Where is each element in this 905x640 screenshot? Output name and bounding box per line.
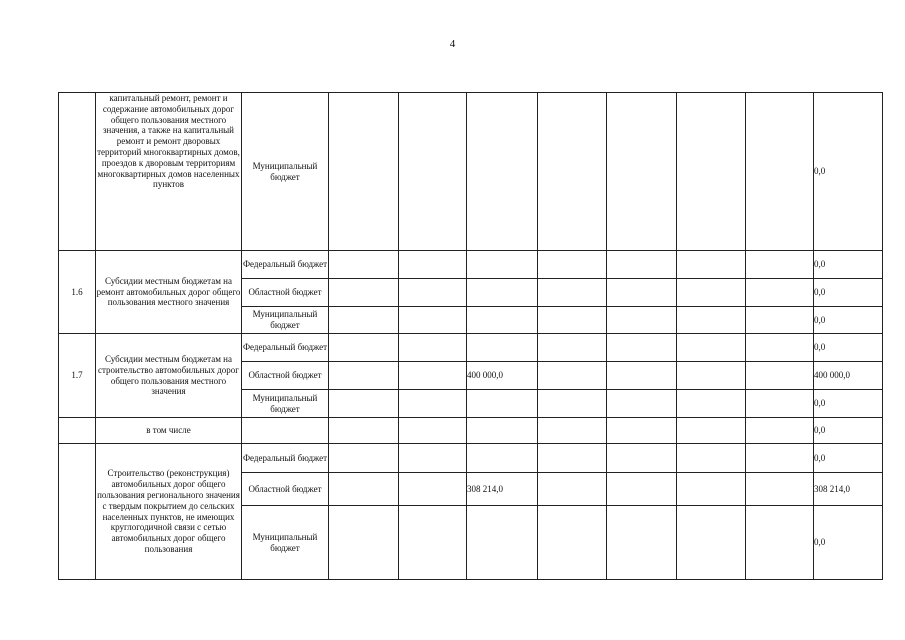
amount-cell [467, 506, 538, 580]
amount-cell [399, 362, 467, 390]
amount-cell [399, 279, 467, 307]
amount-cell [329, 93, 399, 251]
amount-cell [746, 93, 814, 251]
amount-cell [538, 307, 607, 334]
row-description: Субсидии местным бюджетам на ремонт автомобильных дорог общего пользования местного значения [96, 251, 242, 334]
amount-cell [746, 251, 814, 279]
amount-cell [677, 251, 746, 279]
amount-cell [677, 444, 746, 473]
funding-source: Муниципальный бюджет [242, 307, 329, 334]
amount-cell [538, 390, 607, 418]
table-row [59, 444, 883, 473]
amount-cell [677, 334, 746, 362]
page-number: 4 [449, 38, 456, 50]
total-cell: 0,0 [814, 93, 883, 251]
amount-cell [538, 279, 607, 307]
amount-cell [329, 334, 399, 362]
total-cell: 0,0 [814, 251, 883, 279]
amount-cell [746, 307, 814, 334]
amount-cell [677, 279, 746, 307]
table-row [59, 251, 883, 279]
amount-cell: 308 214,0 [467, 473, 538, 506]
amount-cell [677, 418, 746, 444]
amount-cell [467, 444, 538, 473]
row-number: 1.7 [59, 334, 96, 418]
table-row [59, 93, 883, 251]
total-cell: 0,0 [814, 390, 883, 418]
amount-cell [607, 418, 677, 444]
amount-cell [746, 334, 814, 362]
amount-cell [607, 506, 677, 580]
amount-cell [467, 307, 538, 334]
amount-cell [607, 334, 677, 362]
amount-cell [467, 390, 538, 418]
amount-cell [399, 506, 467, 580]
funding-source: Областной бюджет [242, 473, 329, 506]
amount-cell [467, 334, 538, 362]
total-cell: 0,0 [814, 444, 883, 473]
amount-cell [399, 307, 467, 334]
amount-cell [329, 390, 399, 418]
funding-source: Муниципальный бюджет [242, 390, 329, 418]
total-cell: 0,0 [814, 334, 883, 362]
amount-cell [746, 444, 814, 473]
funding-source: Федеральный бюджет [242, 251, 329, 279]
total-cell: 0,0 [814, 279, 883, 307]
budget-table [58, 92, 883, 580]
amount-cell [677, 307, 746, 334]
amount-cell [538, 473, 607, 506]
amount-cell [329, 506, 399, 580]
amount-cell [746, 473, 814, 506]
amount-cell [329, 279, 399, 307]
amount-cell [399, 390, 467, 418]
amount-cell [329, 307, 399, 334]
funding-source: Муниципальный бюджет [242, 93, 329, 251]
amount-cell [467, 418, 538, 444]
amount-cell [677, 473, 746, 506]
total-cell: 0,0 [814, 506, 883, 580]
row-number [59, 444, 96, 580]
funding-source: Федеральный бюджет [242, 444, 329, 473]
table-row [59, 418, 883, 444]
amount-cell [607, 93, 677, 251]
amount-cell [399, 444, 467, 473]
amount-cell [607, 279, 677, 307]
amount-cell [399, 418, 467, 444]
amount-cell [538, 418, 607, 444]
row-description: капитальный ремонт, ремонт и содержание автомобильных дорог общего пользования местного значения, а также на капитальный ремонт и ремонт дворовых территорий многоквартирных домов, проездов к дворовым территориям многоквартирных домов населенных пунктов [96, 93, 242, 251]
funding-source: Областной бюджет [242, 279, 329, 307]
row-number [59, 418, 96, 444]
amount-cell [329, 418, 399, 444]
total-cell: 400 000,0 [814, 362, 883, 390]
amount-cell [399, 93, 467, 251]
amount-cell [399, 473, 467, 506]
amount-cell [607, 251, 677, 279]
amount-cell [467, 93, 538, 251]
funding-source: Муниципальный бюджет [242, 506, 329, 580]
amount-cell [746, 362, 814, 390]
amount-cell [329, 444, 399, 473]
amount-cell [607, 390, 677, 418]
amount-cell [538, 362, 607, 390]
amount-cell [538, 251, 607, 279]
amount-cell [329, 251, 399, 279]
amount-cell: 400 000,0 [467, 362, 538, 390]
amount-cell [677, 93, 746, 251]
amount-cell [607, 307, 677, 334]
table-row [59, 334, 883, 362]
amount-cell [746, 279, 814, 307]
funding-source: Федеральный бюджет [242, 334, 329, 362]
amount-cell [399, 251, 467, 279]
row-description: Субсидии местным бюджетам на строительство автомобильных дорог общего пользования местного значения [96, 334, 242, 418]
amount-cell [677, 506, 746, 580]
total-cell: 0,0 [814, 418, 883, 444]
amount-cell [607, 444, 677, 473]
amount-cell [746, 418, 814, 444]
amount-cell [329, 473, 399, 506]
amount-cell [746, 390, 814, 418]
row-description: Строительство (реконструкция) автомобильных дорог общего пользования регионального значения с твердым покрытием до сельских населенных пунктов, не имеющих круглогодичной связи с сетью автомобильных дорог общего пользования [96, 444, 242, 580]
row-number [59, 93, 96, 251]
amount-cell [677, 390, 746, 418]
row-description: в том числе [96, 418, 242, 444]
amount-cell [607, 362, 677, 390]
amount-cell [538, 334, 607, 362]
row-number: 1.6 [59, 251, 96, 334]
amount-cell [538, 444, 607, 473]
amount-cell [677, 362, 746, 390]
amount-cell [538, 93, 607, 251]
amount-cell [399, 334, 467, 362]
total-cell: 308 214,0 [814, 473, 883, 506]
amount-cell [329, 362, 399, 390]
funding-source [242, 418, 329, 444]
amount-cell [746, 506, 814, 580]
amount-cell [607, 473, 677, 506]
total-cell: 0,0 [814, 307, 883, 334]
amount-cell [467, 251, 538, 279]
amount-cell [467, 279, 538, 307]
amount-cell [538, 506, 607, 580]
funding-source: Областной бюджет [242, 362, 329, 390]
